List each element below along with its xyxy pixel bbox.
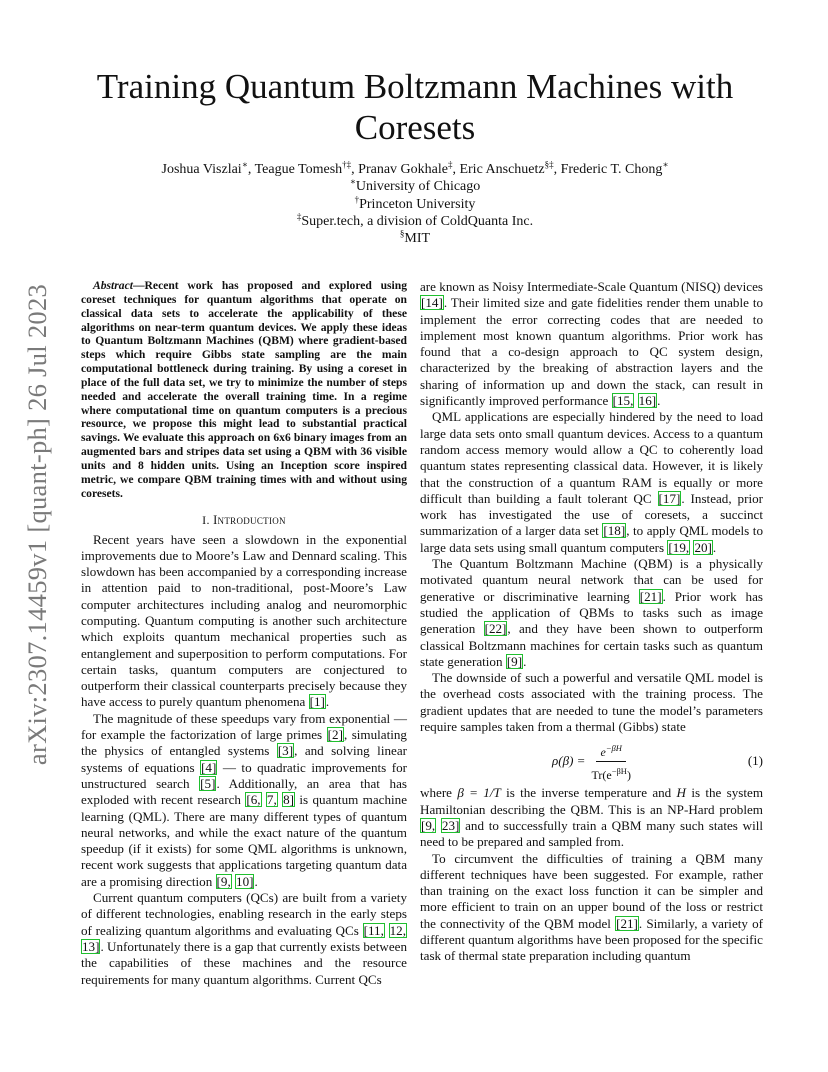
arxiv-id-text: arXiv:2307.14459v1 [quant-ph] 26 Jul 2023 xyxy=(22,283,53,765)
authors-block xyxy=(60,161,770,247)
affiliation-mark: § xyxy=(399,228,405,239)
citation-link[interactable]: 16] xyxy=(638,393,657,409)
section-heading-introduction xyxy=(81,512,407,528)
citation-link[interactable]: [5] xyxy=(200,775,216,791)
left-column xyxy=(81,279,407,988)
citation-link[interactable]: 23] xyxy=(441,817,460,833)
paragraph: The magnitude of these speedups vary from exponential — for example the factorization of large primes [2], simulating the physics of entangled systems [3], and solving linear systems of equations [4] — to quadratic improvements for unstructured search [5]. Additionally, an area that has exploded with recent research [6, 7, 8] is quantum machine learning (QML). There are many different types of quantum neural networks, and while the exact nature of the quantum speedup (if it exists) for some QML algorithms is unknown, recent work suggests that applications targeting quantum data are a promising direction [9, 10]. xyxy=(81,710,408,889)
citation-link[interactable]: [21] xyxy=(639,588,662,604)
affiliation-name: Princeton University xyxy=(359,196,476,212)
affiliation-name: MIT xyxy=(404,231,431,247)
abstract-label: Abstract xyxy=(93,279,133,292)
paper-title: Training Quantum Boltzmann Machines with Coresets xyxy=(96,67,734,147)
citation-link[interactable]: [18] xyxy=(603,523,626,539)
affiliation-name: University of Chicago xyxy=(355,179,481,195)
affiliation xyxy=(60,178,770,195)
citation-link[interactable]: [3] xyxy=(277,743,294,759)
section-number: I. xyxy=(202,512,210,527)
author-mark: §‡ xyxy=(544,159,554,170)
citation-link[interactable]: [15, xyxy=(612,393,634,409)
affiliation-mark: ‡ xyxy=(296,211,302,222)
citation-link[interactable]: 13] xyxy=(82,938,100,954)
citation-link[interactable]: [9, xyxy=(421,817,436,833)
citation-link[interactable]: 7, xyxy=(266,792,277,808)
equation-numerator: $e^{-\beta H}$ xyxy=(596,740,625,762)
paragraph: To circumvent the difficulties of training a QBM many different techniques have been suggested. For example, rather than training on the exact loss function it can be simpler and more efficient to train on an upper bound of the loss or restrict the connectivity of the QBM model [21]. Similarly, a variety of different quantum algorithms have been proposed for the specific task of thermal state preparation including quantum xyxy=(420,850,763,964)
equation-body xyxy=(552,740,631,784)
citation-link[interactable]: [9] xyxy=(506,653,523,669)
paragraph: Recent years have seen a slowdown in the exponential improvements due to Moore’s Law and Dennard scaling. This slowdown has been accompanied by a corresponding increase in attention paid to non-traditional, post-Moore’s Law computer architectures including analog and neuromorphic computing. Quantum computing is another such architecture which exploits quantum mechanical properties such as entanglement and superposition to perform computations. For certain tasks, quantum computers are conjectured to outperform their classical counterparts precisely because they have access to purely quantum phenomena [1]. xyxy=(81,531,407,710)
abstract xyxy=(81,279,407,501)
citation-link[interactable]: [6, xyxy=(246,792,261,808)
equation-gibbs-state xyxy=(420,741,763,781)
math-inline: β = 1/T xyxy=(457,785,501,801)
paragraph: The Quantum Boltzmann Machine (QBM) is a physically motivated quantum neural network that can be used for generative or discriminative learning [21]. Prior work has studied the application of QBMs to tasks such as image generation [22], and they have been shown to outperform classical Boltzmann machines for certain tasks such as quantum state generation [9]. xyxy=(420,556,763,669)
paragraph: QML applications are especially hindered by the need to load large data sets onto small quantum devices. Access to a quantum random access memory would allow a QC to coherently load quantum states representing classical data. However, it is likely that the construction of a quantum RAM is equally or more difficult than building a fault tolerant QC [17]. Instead, prior work has investigated the use of coresets, a succinct summarization of a larger data set [18], to apply QML models to large data sets using small quantum computers [19, 20]. xyxy=(420,409,763,555)
paragraph: where β = 1/T is the inverse temperature and H is the system Hamiltonian describing the QBM. This is an NP-Hard problem [9, 23] and to successfully train a QBM many such states will need to be prepared and sampled from. xyxy=(420,785,764,850)
equation-fraction xyxy=(591,740,631,784)
author-name: Pranav Gokhale xyxy=(358,162,448,177)
arxiv-identifier-stamp xyxy=(22,285,54,763)
citation-link[interactable]: 8] xyxy=(283,792,295,808)
right-column xyxy=(420,279,763,965)
equation-number: (1) xyxy=(747,753,763,769)
affiliation xyxy=(60,213,770,230)
author-name: Joshua Viszlai xyxy=(161,162,242,177)
citation-link[interactable]: [11, xyxy=(363,922,384,938)
equation-lhs: ρ(β) = xyxy=(552,753,586,769)
affiliation-name: Super.tech, a division of ColdQuanta Inc. xyxy=(301,213,534,229)
author-mark: †‡ xyxy=(342,159,352,170)
math-inline: H xyxy=(676,785,687,801)
citation-link[interactable]: [2] xyxy=(327,727,343,743)
citation-link[interactable]: [21] xyxy=(616,915,638,931)
affiliation xyxy=(60,230,770,247)
section-title: Introduction xyxy=(213,512,286,527)
citation-link[interactable]: [22] xyxy=(484,621,507,637)
citation-link[interactable]: 12, xyxy=(389,922,406,938)
citation-link[interactable]: 10] xyxy=(236,873,254,889)
author-mark: ∗ xyxy=(662,159,669,170)
author-name: Teague Tomesh xyxy=(254,162,343,177)
author-name: Eric Anschuetz xyxy=(459,162,545,177)
author-name: Frederic T. Chong xyxy=(560,162,663,177)
abstract-text: —Recent work has proposed and explored using coreset techniques for quantum algorithms that operate on classical data sets to accelerate the applicability of these algorithms on near-term quantum devices. We apply these ideas to Quantum Boltzmann Machines (QBM) where gradient-based steps which require Gibbs state sampling are the main computational bottleneck during training. By using a coreset in place of the full data set, we try to minimize the number of steps needed and accelerate the overall training time. In a regime where computational time on quantum computers is a precious resource, we propose this might lead to substantial practical savings. We evaluate this approach on 6x6 binary images from an augmented bars and stripes data set using a QBM with 36 visible units and 8 hidden units. Using an Inception score inspired metric, we compare QBM training times with and without using coresets. xyxy=(81,279,407,500)
paragraph: The downside of such a powerful and versatile QML model is the overhead costs associated with the training process. The gradient updates that are needed to tune the model’s parameters require samples taken from a thermal (Gibbs) state xyxy=(420,670,763,735)
author-mark: ‡ xyxy=(447,159,453,170)
author-mark: ∗ xyxy=(241,159,248,170)
paragraph: Current quantum computers (QCs) are built from a variety of different technologies, enabling research in the early steps of realizing quantum algorithms and evaluating QCs [11, 12, 13]. Unfortunately there is a gap that currently exists between the capabilities of these machines and the resource requirements for many quantum algorithms. Current QCs xyxy=(81,890,407,987)
citation-link[interactable]: [14] xyxy=(421,295,443,311)
affiliation-mark: ∗ xyxy=(349,176,356,187)
author-list: Joshua Viszlai∗, Teague Tomesh†‡, Pranav Gokhale‡, Eric Anschuetz§‡, Frederic T. Chong∗ xyxy=(161,159,669,177)
citation-link[interactable]: 20] xyxy=(694,539,712,555)
citation-link[interactable]: [9, xyxy=(216,873,231,889)
paragraph: are known as Noisy Intermediate-Scale Quantum (NISQ) devices [14]. Their limited size and gate fidelities render them unable to implement the error correcting codes that are needed to implement most known quantum algorithms. Prior work has found that a co-design approach to QC system design, characterized by the breaking of abstraction layers and the sharing of information up and down the stack, can result in significantly improved performance [15, 16]. xyxy=(420,279,763,409)
citation-link[interactable]: [17] xyxy=(658,490,681,506)
citation-link[interactable]: [4] xyxy=(201,759,217,775)
affiliation-mark: † xyxy=(354,193,360,204)
equation-denominator: $Tr(e^{-\beta H})$ xyxy=(591,765,631,782)
citation-link[interactable]: [19, xyxy=(668,539,690,555)
citation-link[interactable]: [1] xyxy=(309,694,325,710)
affiliation xyxy=(60,193,770,213)
